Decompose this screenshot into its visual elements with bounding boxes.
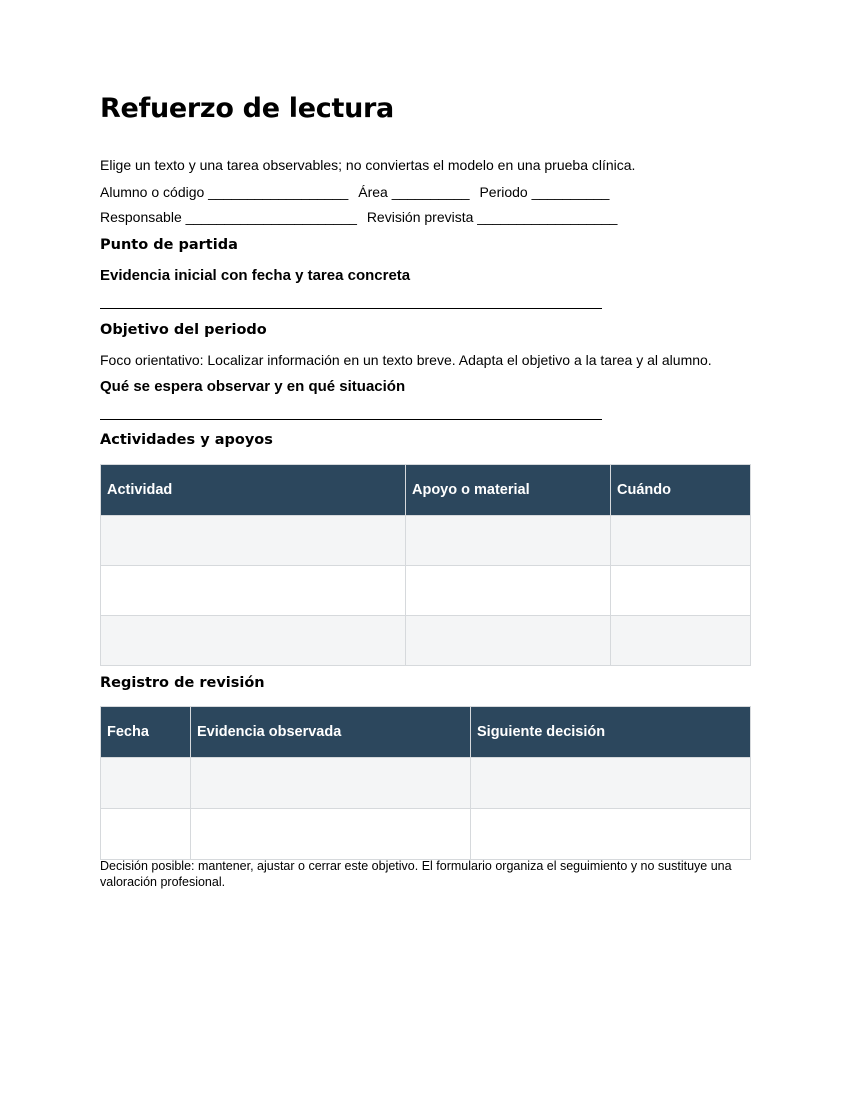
field-period: Periodo __________: [479, 184, 610, 200]
footnote-text: Decisión posible: mantener, ajustar o cerrar este objetivo. El formulario organiza el seguimiento y no sustituye una valoración profesional.: [100, 859, 732, 889]
page-title: Refuerzo de lectura: [100, 93, 394, 124]
expected-observation-prompt: Qué se espera observar y en qué situación: [100, 378, 406, 395]
when-cell[interactable]: [611, 566, 751, 616]
initial-evidence-answer-line[interactable]: [100, 308, 602, 309]
when-cell[interactable]: [611, 516, 751, 566]
table-row: [101, 809, 751, 860]
table-row: [101, 516, 751, 566]
activity-cell[interactable]: [101, 566, 406, 616]
initial-evidence-prompt: Evidencia inicial con fecha y tarea concreta: [100, 267, 411, 284]
fields-row-1: [100, 184, 615, 200]
section-starting-point-heading: Punto de partida: [100, 237, 238, 253]
fields-row-2: [100, 209, 623, 225]
date-cell[interactable]: [101, 758, 191, 809]
support-cell[interactable]: [406, 616, 611, 666]
column-header-date: Fecha: [101, 707, 191, 758]
support-cell[interactable]: [406, 566, 611, 616]
field-responsible: Responsable ______________________: [100, 209, 357, 225]
support-cell[interactable]: [406, 516, 611, 566]
next-decision-cell[interactable]: [471, 809, 751, 860]
review-log-table: [100, 706, 751, 860]
column-header-observed-evidence: Evidencia observada: [191, 707, 471, 758]
intro-text: Elige un texto y una tarea observables; no conviertas el modelo en una prueba clínica.: [100, 157, 636, 173]
column-header-next-decision: Siguiente decisión: [471, 707, 751, 758]
when-cell[interactable]: [611, 616, 751, 666]
date-cell[interactable]: [101, 809, 191, 860]
column-header-activity: Actividad: [101, 465, 406, 516]
table-row: [101, 758, 751, 809]
activities-header-row: [101, 465, 751, 516]
column-header-when: Cuándo: [611, 465, 751, 516]
table-row: [101, 566, 751, 616]
section-objective-heading: Objetivo del periodo: [100, 322, 267, 338]
table-row: [101, 616, 751, 666]
review-header-row: [101, 707, 751, 758]
activity-cell[interactable]: [101, 516, 406, 566]
next-decision-cell[interactable]: [471, 758, 751, 809]
activities-table: [100, 464, 751, 666]
section-activities-heading: Actividades y apoyos: [100, 432, 273, 448]
section-review-log-heading: Registro de revisión: [100, 675, 265, 691]
field-review-date: Revisión prevista __________________: [366, 209, 618, 225]
observed-evidence-cell[interactable]: [191, 758, 471, 809]
field-area: Área __________: [358, 184, 470, 200]
observed-evidence-cell[interactable]: [191, 809, 471, 860]
column-header-support: Apoyo o material: [406, 465, 611, 516]
activity-cell[interactable]: [101, 616, 406, 666]
field-student: Alumno o código __________________: [100, 184, 349, 200]
expected-observation-answer-line[interactable]: [100, 419, 602, 420]
objective-focus-text: Foco orientativo: Localizar información en un texto breve. Adapta el objetivo a la tarea y al alumno.: [100, 352, 712, 368]
